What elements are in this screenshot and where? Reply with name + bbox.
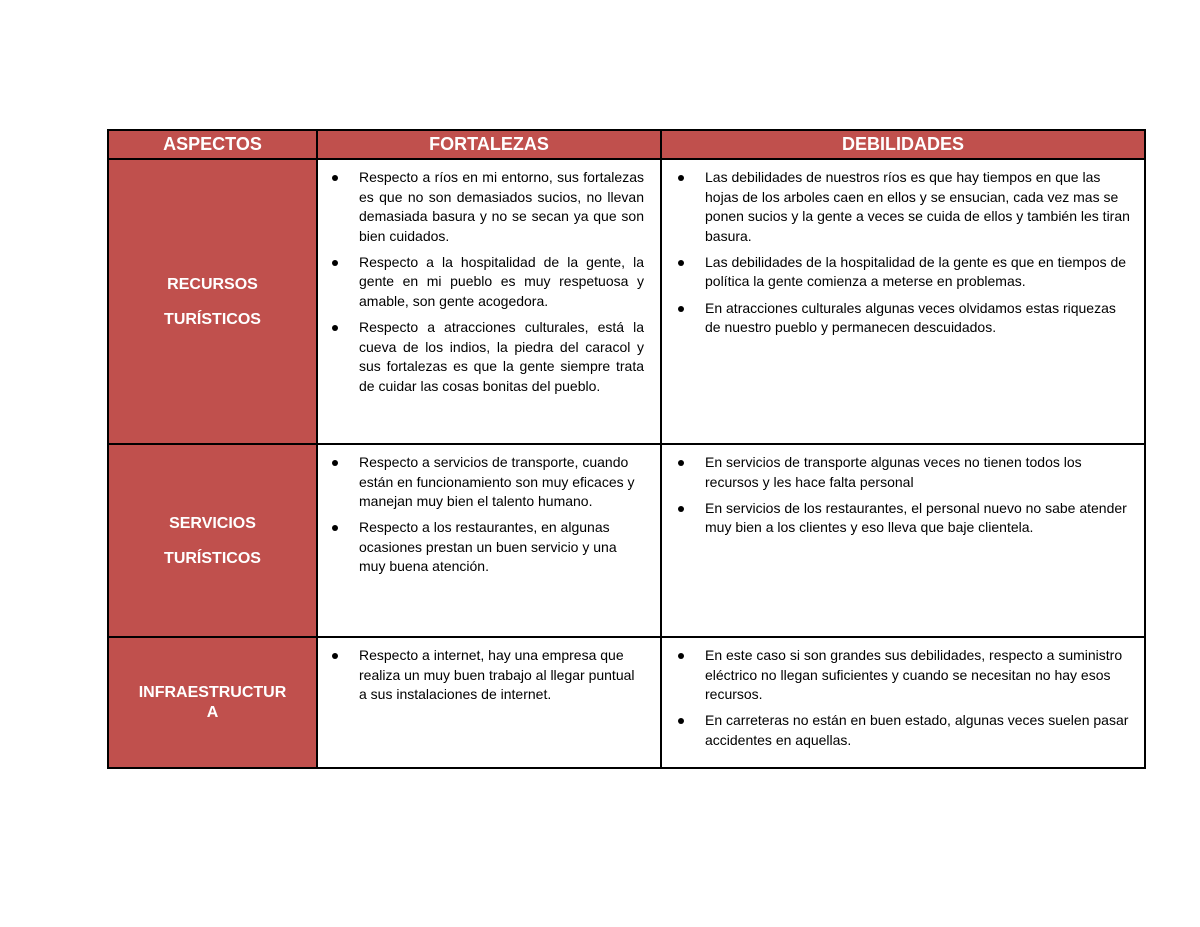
header-row [108, 130, 1145, 159]
list-item: En carreteras no están en buen estado, algunas veces suelen pasar accidentes en aquellas. [705, 711, 1134, 750]
bullet-icon [332, 525, 338, 531]
debilidades-list [662, 638, 1144, 750]
debilidades-cell [661, 444, 1145, 637]
debilidades-cell [661, 637, 1145, 768]
aspect-cell [108, 637, 317, 768]
aspect-label: TURÍSTICOS [164, 310, 261, 328]
bullet-icon [332, 460, 338, 466]
header-aspectos: ASPECTOS [108, 130, 317, 159]
swot-table [107, 129, 1146, 769]
bullet-icon [678, 460, 684, 466]
aspect-label: A [206, 703, 219, 721]
debilidades-cell [661, 159, 1145, 444]
header-debilidades: DEBILIDADES [661, 130, 1145, 159]
row-servicios-turisticos [108, 444, 1145, 637]
aspect-label: INFRAESTRUCTUR [138, 683, 287, 701]
list-item: Respecto a la hospitalidad de la gente, la gente en mi pueblo es muy respetuosa y amable, son gente acogedora. [359, 253, 644, 312]
bullet-icon [332, 653, 338, 659]
aspect-label: TURÍSTICOS [164, 549, 261, 567]
aspect-label: RECURSOS [167, 275, 258, 293]
list-item: Respecto a los restaurantes, en algunas ocasiones prestan un buen servicio y una muy buena atención. [359, 518, 644, 577]
bullet-icon [678, 175, 684, 181]
list-item: Respecto a ríos en mi entorno, sus fortalezas es que no son demasiados sucios, no llevan demasiada basura y no se secan ya que son bien cuidados. [359, 168, 644, 246]
fortalezas-cell [317, 159, 661, 444]
header-fortalezas: FORTALEZAS [317, 130, 661, 159]
row-recursos-turisticos [108, 159, 1145, 444]
debilidades-list [662, 160, 1144, 338]
aspect-cell [108, 159, 317, 444]
bullet-icon [678, 506, 684, 512]
aspect-cell [108, 444, 317, 637]
list-item: Las debilidades de nuestros ríos es que hay tiempos en que las hojas de los arboles caen en ellos y se ensucian, cada vez mas se ponen sucios y la gente a veces se cuida de ellos y también les tiran basura. [705, 168, 1134, 246]
list-item: Respecto a atracciones culturales, está la cueva de los indios, la piedra del caracol y sus fortalezas es que la gente siempre trata de cuidar las cosas bonitas del pueblo. [359, 318, 644, 396]
bullet-icon [678, 653, 684, 659]
bullet-icon [678, 260, 684, 266]
list-item: Respecto a servicios de transporte, cuando están en funcionamiento son muy eficaces y manejan muy bien el talento humano. [359, 453, 644, 512]
bullet-icon [332, 325, 338, 331]
bullet-icon [678, 306, 684, 312]
bullet-icon [332, 175, 338, 181]
aspect-label: SERVICIOS [169, 514, 256, 532]
bullet-icon [678, 718, 684, 724]
fortalezas-list [318, 638, 660, 705]
list-item: En atracciones culturales algunas veces olvidamos estas riquezas de nuestro pueblo y permanecen descuidados. [705, 299, 1134, 338]
list-item: En servicios de los restaurantes, el personal nuevo no sabe atender muy bien a los clientes y eso lleva que baje clientela. [705, 499, 1134, 538]
fortalezas-cell [317, 444, 661, 637]
bullet-icon [332, 260, 338, 266]
list-item: En este caso si son grandes sus debilidades, respecto a suministro eléctrico no llegan suficientes y cuando se necesitan no hay esos recursos. [705, 646, 1134, 705]
row-infraestructura [108, 637, 1145, 768]
fortalezas-list [318, 445, 660, 577]
fortalezas-cell [317, 637, 661, 768]
list-item: Las debilidades de la hospitalidad de la gente es que en tiempos de política la gente comienza a meterse en problemas. [705, 253, 1134, 292]
list-item: Respecto a internet, hay una empresa que realiza un muy buen trabajo al llegar puntual a sus instalaciones de internet. [359, 646, 644, 705]
list-item: En servicios de transporte algunas veces no tienen todos los recursos y les hace falta personal [705, 453, 1134, 492]
debilidades-list [662, 445, 1144, 538]
fortalezas-list [318, 160, 660, 397]
